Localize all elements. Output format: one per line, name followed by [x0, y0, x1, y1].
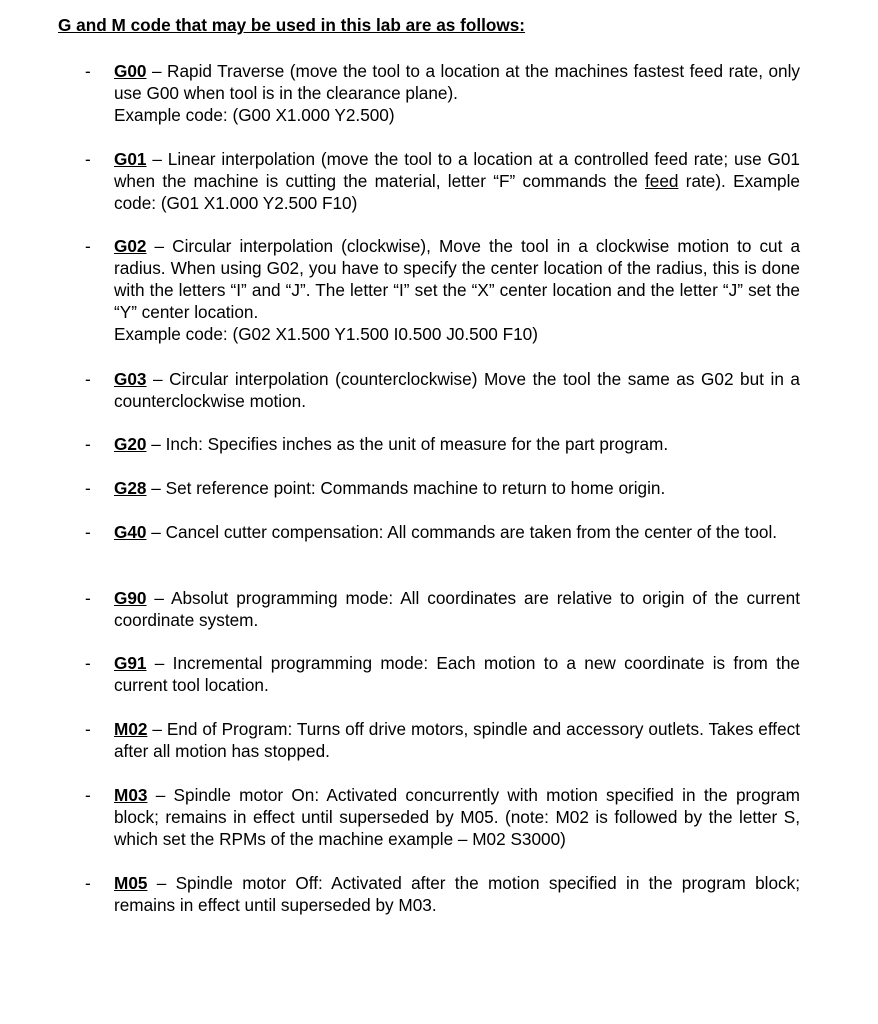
item-text: – Circular interpolation (counterclockwise) Move the tool the same as G02 but in a counterclockwise motion.	[114, 369, 800, 411]
item-description	[114, 652, 800, 696]
code-g90: G90	[114, 588, 147, 608]
bullet-dash: -	[85, 236, 91, 256]
item-text-2: rate). Example code: (G01 X1.000 Y2.500 F10)	[114, 171, 800, 213]
code-m05: M05	[114, 873, 148, 893]
item-text: – Absolut programming mode: All coordinates are relative to origin of the current coordinate system.	[114, 588, 800, 630]
item-text: – Rapid Traverse (move the tool to a location at the machines fastest feed rate, only use G00 when tool is in the clearance plane).	[114, 61, 800, 103]
code-g28: G28	[114, 478, 147, 498]
code-g91: G91	[114, 653, 147, 673]
code-g02: G02	[114, 236, 147, 256]
item-text: – End of Program: Turns off drive motors, spindle and accessory outlets. Takes effect after all motion has stopped.	[114, 719, 800, 761]
bullet-dash: -	[85, 653, 91, 673]
item-description	[114, 872, 800, 916]
item-text: – Spindle motor On: Activated concurrently with motion specified in the program block; remains in effect until superseded by M05. (note: M02 is followed by the letter S, which set the RPMs of the machine example – M02 S3000)	[114, 785, 800, 849]
item-text: – Inch: Specifies inches as the unit of measure for the part program.	[146, 434, 669, 454]
code-m02: M02	[114, 719, 148, 739]
code-g20: G20	[114, 434, 147, 454]
item-text: – Linear interpolation (move the tool to a location at a controlled feed rate; use G01 when the machine is cutting the material, letter “F” commands the	[114, 149, 800, 191]
bullet-dash: -	[85, 149, 91, 169]
item-text: – Circular interpolation (clockwise), Move the tool in a clockwise motion to cut a radius. When using G02, you have to specify the center location of the radius, this is done with the letters “I” and “J”. The letter “I” set the “X” center location and the letter “J” set the “Y” center location.	[114, 236, 800, 322]
item-text: – Cancel cutter compensation: All commands are taken from the center of the tool.	[146, 522, 778, 542]
item-description	[114, 521, 800, 543]
underlined-word: feed	[644, 171, 679, 191]
bullet-dash: -	[85, 522, 91, 542]
code-g03: G03	[114, 369, 147, 389]
example-code: Example code: (G00 X1.000 Y2.500)	[114, 105, 395, 125]
item-description	[114, 368, 800, 412]
bullet-dash: -	[85, 434, 91, 454]
code-g00: G00	[114, 61, 147, 81]
item-text: – Spindle motor Off: Activated after the motion specified in the program block; remains in effect until superseded by M03.	[114, 873, 800, 915]
page-title: G and M code that may be used in this lab are as follows:	[58, 15, 526, 35]
item-description	[114, 477, 800, 499]
code-g01: G01	[114, 149, 147, 169]
bullet-dash: -	[85, 588, 91, 608]
item-description	[114, 433, 800, 455]
item-description	[114, 235, 800, 345]
bullet-dash: -	[85, 719, 91, 739]
item-description	[114, 784, 800, 850]
item-description	[114, 60, 800, 126]
bullet-dash: -	[85, 785, 91, 805]
bullet-dash: -	[85, 478, 91, 498]
item-description	[114, 718, 800, 762]
item-description	[114, 148, 800, 214]
bullet-dash: -	[85, 369, 91, 389]
item-text: – Set reference point: Commands machine to return to home origin.	[146, 478, 666, 498]
code-m03: M03	[114, 785, 148, 805]
item-description	[114, 587, 800, 631]
bullet-dash: -	[85, 61, 91, 81]
bullet-dash: -	[85, 873, 91, 893]
code-g40: G40	[114, 522, 147, 542]
item-text: – Incremental programming mode: Each motion to a new coordinate is from the current tool location.	[114, 653, 800, 695]
example-code: Example code: (G02 X1.500 Y1.500 I0.500 J0.500 F10)	[114, 324, 538, 344]
